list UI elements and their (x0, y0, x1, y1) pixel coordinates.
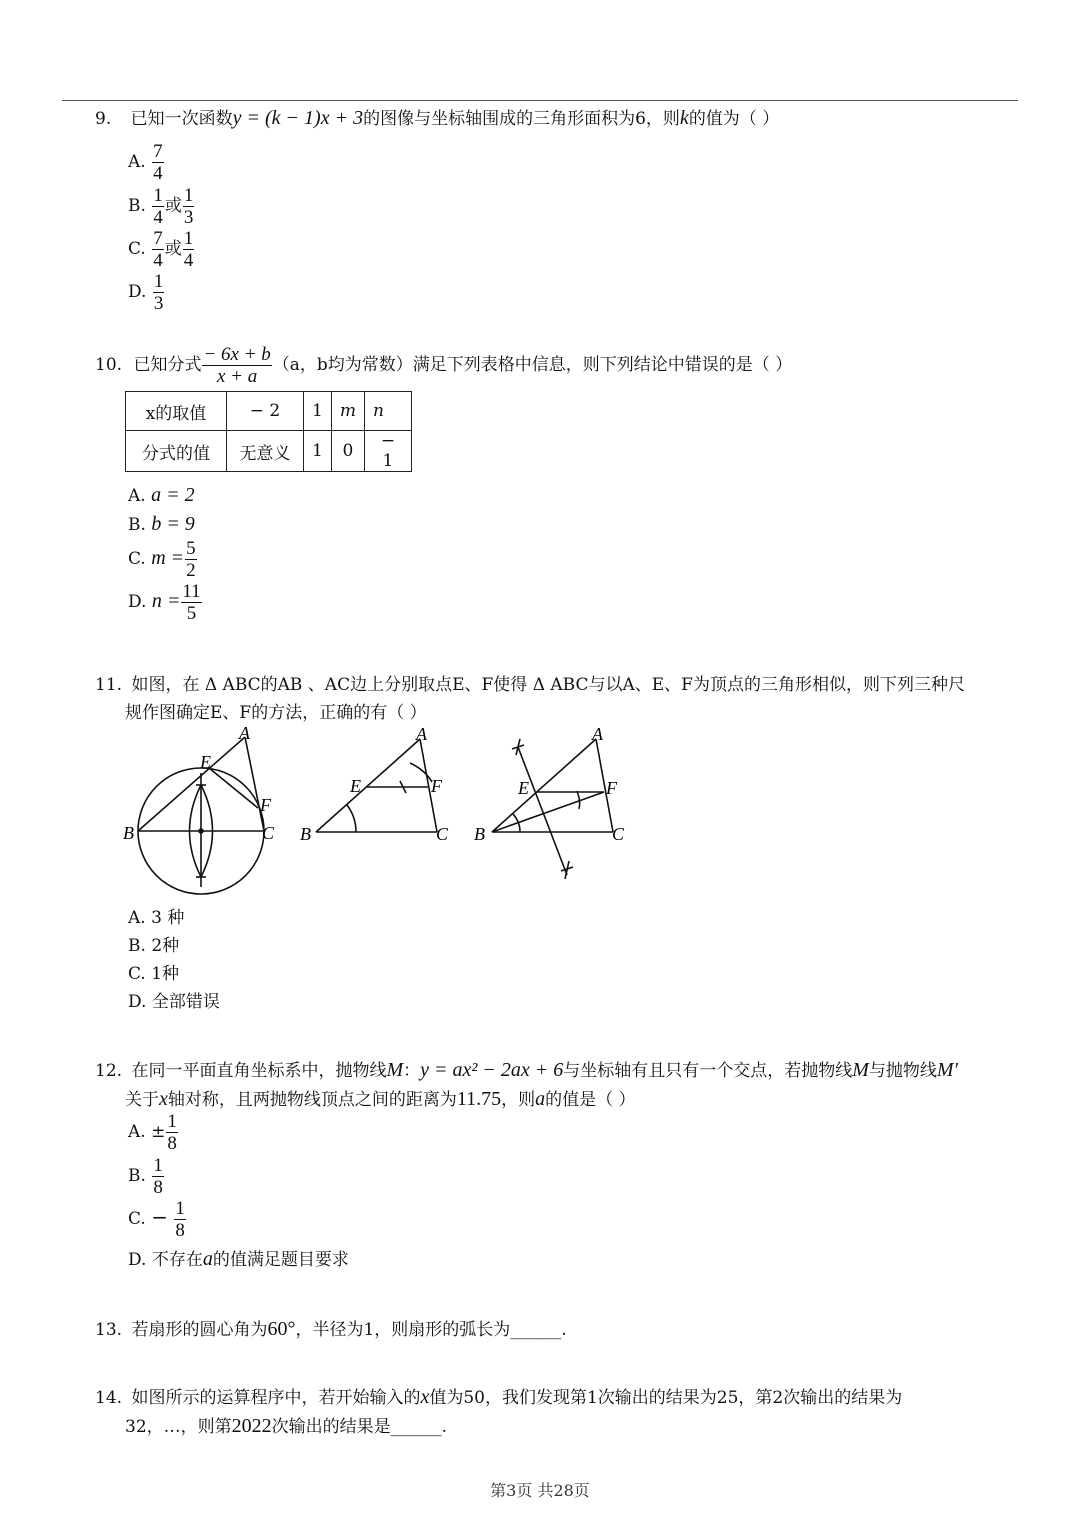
frac-num: 1 (153, 271, 164, 292)
option-label: A. (128, 152, 146, 172)
q10-option-a (128, 484, 195, 507)
option-label: D. (128, 282, 147, 302)
q10-frac-den: x + a (216, 366, 258, 387)
option-text: 3 种 (151, 908, 185, 928)
q11-option-d (128, 987, 220, 1012)
q11-option-a (128, 903, 184, 928)
q9-number: 9. (95, 109, 112, 129)
option-text: 2种 (151, 936, 180, 956)
option-label: C. (128, 549, 146, 569)
frac-num: 1 (167, 1111, 177, 1132)
q12-m: M (386, 1059, 404, 1081)
question-11 (95, 670, 965, 695)
q10-option-d (128, 582, 203, 623)
fig3-label-f: F (606, 778, 617, 798)
table-row (126, 431, 412, 472)
option-prefix: − (151, 1205, 168, 1229)
option-label: B. (128, 936, 146, 956)
fig1-label-a: A (239, 725, 250, 743)
table-cell: 无意义 (227, 431, 304, 472)
q14-number: 14. (95, 1388, 123, 1408)
q13-text-post: ，半径为1，则扇形的弧长为______. (295, 1320, 567, 1340)
table-cell: − 1 (364, 431, 411, 472)
frac-num: 1 (153, 185, 163, 206)
option-text: 全部错误 (151, 992, 220, 1012)
frac-num: 7 (153, 228, 163, 249)
q11-option-b (128, 931, 179, 956)
q9-option-d (128, 272, 165, 313)
option-text: 的值满足题目要求 (212, 1250, 349, 1270)
header-rule (62, 100, 1018, 101)
option-label: B. (128, 515, 146, 535)
q12-option-c (128, 1199, 187, 1240)
fig2-label-b: B (300, 824, 311, 844)
fraction (152, 142, 164, 183)
q9-text-end: 的值为（ ） (688, 109, 780, 129)
frac-den: 8 (175, 1220, 185, 1241)
figure-2 (316, 739, 437, 832)
frac-den: 4 (153, 207, 163, 228)
option-lhs: n = (151, 590, 181, 612)
q11-figures (120, 725, 640, 895)
q12-text: 在同一平面直角坐标系中，抛物线 (131, 1061, 387, 1081)
option-var: a (202, 1248, 213, 1270)
frac-den: 8 (167, 1133, 177, 1154)
q12-line2 (125, 1085, 636, 1111)
q9-option-a (128, 142, 165, 183)
q9-formula: y = (k − 1)x + 3 (232, 107, 364, 129)
option-label: A. (128, 908, 146, 928)
frac-den: 4 (153, 250, 163, 271)
q10-option-b (128, 513, 195, 536)
q9-k: k (679, 107, 689, 129)
option-label: C. (128, 239, 146, 259)
fig3-label-b: B (474, 824, 485, 844)
option-label: B. (128, 1166, 146, 1186)
frac-den: 4 (183, 250, 194, 271)
question-14 (95, 1383, 902, 1409)
question-12 (95, 1056, 958, 1082)
q12-l2-pre: 关于 (125, 1090, 159, 1110)
q11-line1: 如图，在 Δ ABC的AB 、AC边上分别取点E、F使得 Δ ABC与以A、E、F为顶点的三角形相似，则下列三种尺 (131, 675, 965, 695)
fig1-label-f: F (260, 795, 271, 815)
q10-number: 10. (95, 355, 123, 375)
fraction (152, 229, 164, 270)
q12-l2-end: 的值是（ ） (545, 1090, 636, 1110)
frac-den: 3 (183, 207, 194, 228)
figure-3 (492, 739, 613, 879)
option-text: a = 2 (151, 484, 195, 506)
question-13 (95, 1315, 567, 1341)
option-label: D. (128, 1250, 147, 1270)
page-footer: 第3页 共28页 (490, 1481, 590, 1500)
q14-l2-post: 次输出的结果是______. (271, 1417, 448, 1437)
option-prefix: ± (151, 1122, 166, 1142)
option-label: A. (128, 1122, 146, 1142)
frac-num: 1 (183, 228, 194, 249)
q12-number: 12. (95, 1061, 123, 1081)
fraction (152, 186, 164, 227)
q13-text: 若扇形的圆心角为 (131, 1320, 268, 1340)
q12-l2-post: ，则 (501, 1090, 536, 1110)
q12-x: x (159, 1088, 168, 1110)
q12-text-mid: 与抛物线 (868, 1061, 937, 1081)
q13-angle: 60° (267, 1318, 296, 1340)
q12-m2: M (852, 1059, 869, 1081)
fig2-label-e: E (350, 776, 361, 796)
fig3-label-a: A (592, 725, 603, 744)
fig2-label-c: C (436, 824, 449, 844)
fig2-label-f: F (431, 776, 442, 796)
frac-num: 1 (183, 185, 194, 206)
option-label: D. (128, 992, 147, 1012)
option-text: 1种 (151, 964, 180, 984)
fig1-label-b: B (123, 823, 134, 843)
q12-l2-mid: 轴对称，且两抛物线顶点之间的距离为 (167, 1090, 457, 1110)
fig1-label-c: C (262, 823, 275, 843)
q12-option-b (128, 1156, 165, 1197)
q14-line2 (125, 1412, 447, 1438)
table-cell: − 2 (227, 392, 304, 431)
option-label: B. (128, 196, 146, 216)
q12-a: a (535, 1088, 546, 1110)
q10-text-end: （a，b均为常数）满足下列表格中信息，则下列结论中错误的是（ ） (272, 355, 793, 375)
option-separator: 或 (164, 239, 182, 259)
option-label: A. (128, 486, 146, 506)
frac-den: 4 (153, 163, 163, 184)
table-cell: 1 (304, 392, 332, 431)
q12-option-d (128, 1245, 349, 1271)
q10-table (125, 391, 412, 472)
q14-l2-pre: 32，…，则第 (125, 1417, 232, 1437)
q13-number: 13. (95, 1320, 123, 1340)
frac-num: 11 (182, 581, 201, 602)
table-cell: 分式的值 (126, 431, 227, 472)
question-9 (95, 104, 779, 130)
q9-text-mid: 的图像与坐标轴围成的三角形面积为6，则 (363, 109, 680, 129)
q10-fraction (202, 345, 271, 386)
option-lhs: m = (151, 547, 185, 569)
q9-text: 已知一次函数 (130, 109, 233, 129)
table-cell: 1 (304, 431, 332, 472)
q12-formula: y = ax² − 2ax + 6 (420, 1059, 564, 1081)
q14-n: 2022 (231, 1415, 272, 1437)
table-row (126, 392, 412, 431)
q9-option-b (128, 186, 195, 227)
option-label: C. (128, 964, 146, 984)
frac-num: 1 (175, 1198, 185, 1219)
fig3-label-e: E (518, 778, 529, 798)
frac-den: 5 (186, 603, 197, 624)
q11-number: 11. (95, 675, 123, 695)
fig1-label-e: E (200, 752, 211, 772)
option-label: D. (128, 592, 147, 612)
frac-den: 8 (153, 1177, 163, 1198)
q10-text: 已知分式 (133, 355, 202, 375)
q12-text-post: 与坐标轴有且只有一个交点，若抛物线 (563, 1061, 853, 1081)
table-cell: 0 (331, 431, 364, 472)
q12-colon: ： (403, 1061, 421, 1081)
table-cell: x的取值 (126, 392, 227, 431)
frac-num: 1 (153, 1155, 163, 1176)
fig3-label-c: C (612, 824, 625, 844)
q12-option-a (128, 1112, 179, 1153)
q14-text: 如图所示的运算程序中，若开始输入的 (131, 1388, 421, 1408)
option-separator: 或 (164, 196, 182, 216)
frac-den: 3 (153, 293, 164, 314)
table-cell: n (364, 392, 411, 431)
frac-num: 7 (153, 141, 163, 162)
option-text: b = 9 (151, 513, 195, 535)
fraction (183, 229, 195, 270)
q10-frac-num: − 6x + b (203, 344, 271, 365)
frac-num: 5 (186, 538, 196, 559)
option-prefix: 不存在 (151, 1250, 203, 1270)
option-label: C. (128, 1209, 146, 1229)
fraction (183, 186, 195, 227)
q14-text-post: 值为50，我们发现第1次输出的结果为25，第2次输出的结果为 (429, 1388, 903, 1408)
frac-den: 2 (186, 560, 196, 581)
q11-option-c (128, 959, 179, 984)
fig2-label-a: A (416, 725, 427, 744)
q11-line2: 规作图确定E、F的方法，正确的有（ ） (125, 703, 427, 723)
q9-option-c (128, 229, 195, 270)
q12-distance: 11.75 (456, 1088, 502, 1110)
fraction (153, 272, 165, 313)
q14-x: x (420, 1386, 430, 1408)
q12-m-prime: M′ (936, 1059, 958, 1081)
q10-option-c (128, 539, 198, 580)
table-cell: m (331, 392, 364, 431)
question-10 (95, 345, 792, 386)
